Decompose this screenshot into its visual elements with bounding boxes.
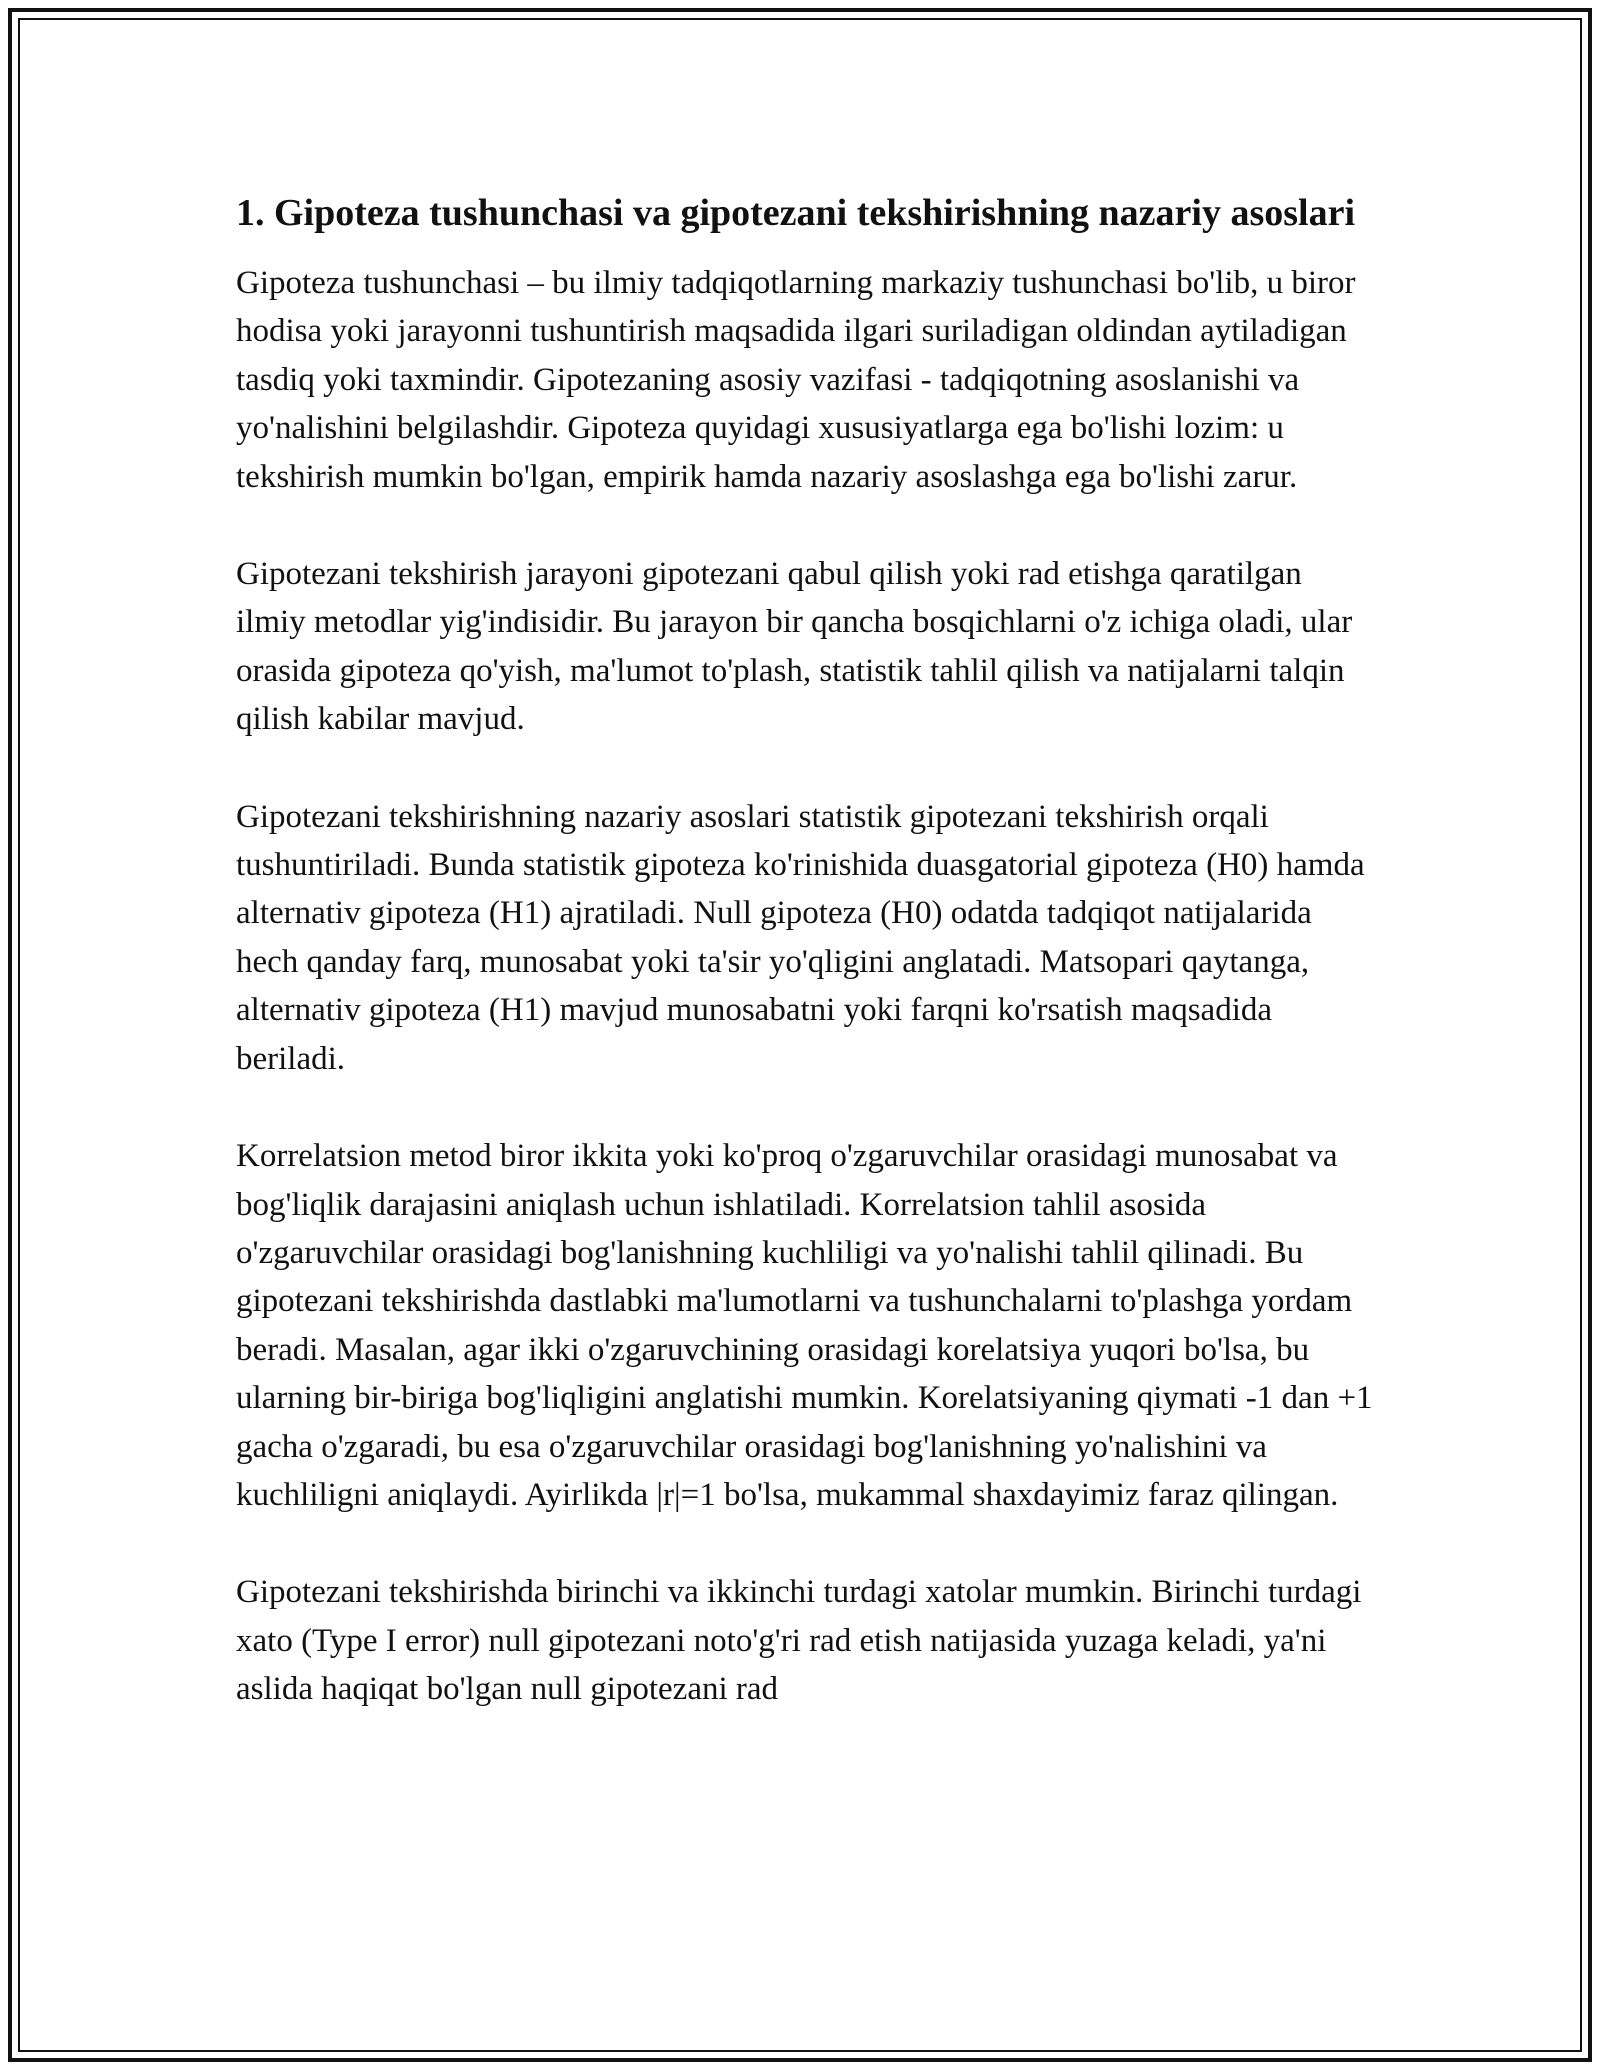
section-heading: 1. Gipoteza tushunchasi va gipotezani tekshirishning nazariy asoslari bbox=[236, 192, 1356, 234]
paragraph-theoretical-foundations: Gipotezani tekshirishning nazariy asoslari statistik gipotezani tekshirish orqali tushuntiriladi. Bunda statistik gipoteza ko'rinishida duasgatorial gipoteza (H0) hamda alternativ gipoteza (H1) ajratiladi. Null gipoteza (H0) odatda tadqiqot natijalarida hech qanday farq, munosabat yoki ta'sir yo'qligini anglatadi. Matsopari qaytanga, alternativ gipoteza (H1) mavjud munosabatni yoki farqni ko'rsatish maqsadida beriladi. bbox=[236, 798, 1365, 1077]
paragraph-hypothesis-concept: Gipoteza tushunchasi – bu ilmiy tadqiqotlarning markaziy tushunchasi bo'lib, u biror hodisa yoki jarayonni tushuntirish maqsadida ilgari suriladigan oldindan aytiladigan tasdiq yoki taxmindir. Gipotezaning asosiy vazifasi - tadqiqotning asoslanishi va yo'nalishini belgilashdir. Gipoteza quyidagi xususiyatlarga ega bo'lishi lozim: u tekshirish mumkin bo'lgan, empirik hamda nazariy asoslashga ega bo'lishi zarur. bbox=[236, 265, 1356, 495]
document-body bbox=[236, 186, 1376, 1714]
paragraph-correlation-method: Korrelatsion metod biror ikkita yoki ko'proq o'zgaruvchilar orasidagi munosabat va bog'liqlik darajasini aniqlash uchun ishlatiladi. Korrelatsion tahlil asosida o'zgaruvchilar orasidagi bog'lanishning kuchliligi va yo'nalishi tahlil qilinadi. Bu gipotezani tekshirishda dastlabki ma'lumotlarni va tushunchalarni to'plashga yordam beradi. Masalan, agar ikki o'zgaruvchining orasidagi korelatsiya yuqori bo'lsa, bu ularning bir-biriga bog'liqligini anglatishi mumkin. Korelatsiyaning qiymati -1 dan +1 gacha o'zgaradi, bu esa o'zgaruvchilar orasidagi bog'lanishning yo'nalishini va kuchliligni aniqlaydi. Ayirlikda |r|=1 bo'lsa, mukammal shaxdayimiz faraz qilingan. bbox=[236, 1138, 1373, 1513]
paragraph-error-types: Gipotezani tekshirishda birinchi va ikkinchi turdagi xatolar mumkin. Birinchi turdagi xato (Type I error) null gipotezani noto'g'ri rad etish natijasida yuzaga keladi, ya'ni aslida haqiqat bo'lgan null gipotezani rad bbox=[236, 1574, 1362, 1708]
paragraph-testing-process: Gipotezani tekshirish jarayoni gipotezani qabul qilish yoki rad etishga qaratilgan ilmiy metodlar yig'indisidir. Bu jarayon bir qancha bosqichlarni o'z ichiga oladi, ular orasida gipoteza qo'yish, ma'lumot to'plash, statistik tahlil qilish va natijalarni talqin qilish kabilar mavjud. bbox=[236, 556, 1353, 738]
